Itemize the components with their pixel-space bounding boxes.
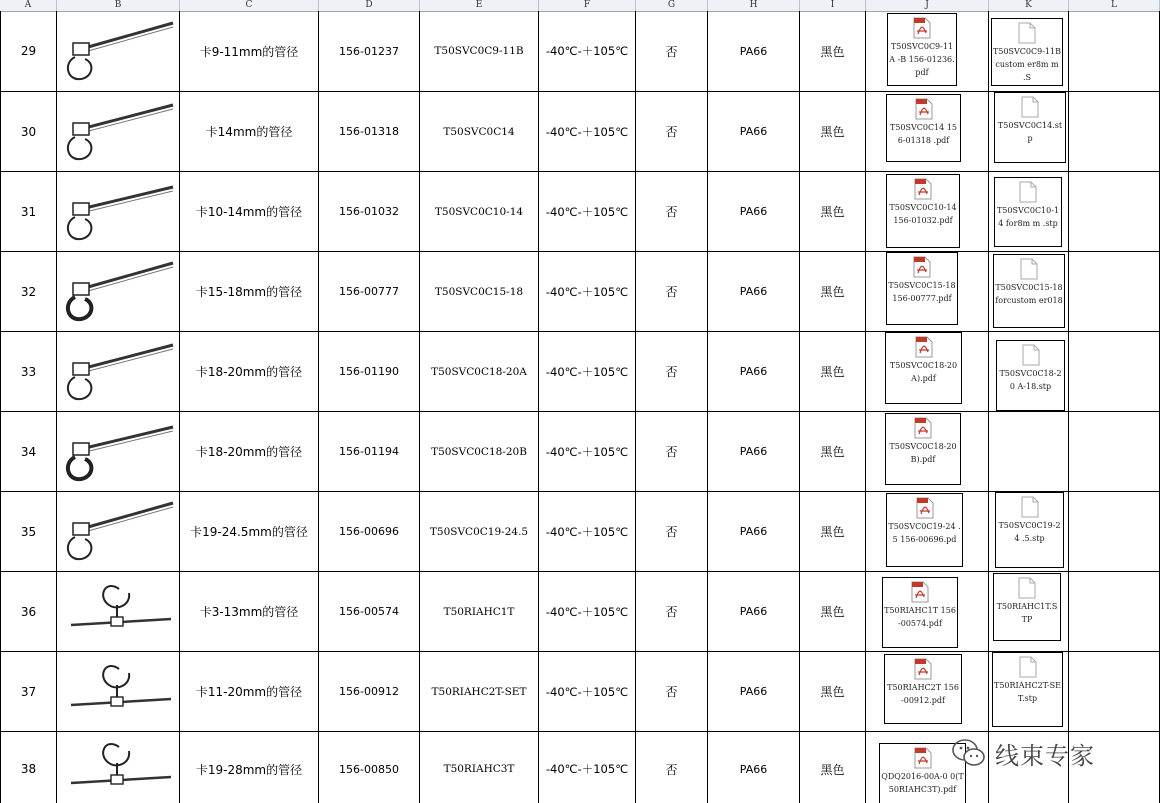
stp-file-icon	[1019, 656, 1037, 678]
pdf-file-icon	[914, 747, 932, 769]
stp-attachment[interactable]	[995, 492, 1064, 568]
empty-cell[interactable]	[1069, 412, 1160, 491]
stp-file-icon	[1018, 22, 1036, 44]
table-row[interactable]	[0, 11, 1160, 92]
stp-file-name: T50RIAHC1T.STP	[996, 602, 1058, 624]
row-number-cell[interactable]: 31	[0, 172, 57, 251]
description-cell[interactable]: 卡18-20mm的管径	[180, 332, 319, 411]
stp-file-name: T50SVC0C14.stp	[997, 121, 1063, 143]
table-row[interactable]	[0, 492, 1160, 572]
color-cell[interactable]: 黑色	[800, 412, 866, 491]
empty-cell[interactable]	[1069, 172, 1160, 251]
empty-cell[interactable]	[1069, 252, 1160, 331]
pdf-file-name: T50RIAHC1T 156-00574.pdf	[884, 606, 956, 628]
material-cell[interactable]: PA66	[708, 332, 800, 411]
part-code-cell[interactable]: 156-00574	[319, 572, 420, 651]
row-number-cell[interactable]: 37	[0, 652, 57, 731]
stp-file-icon	[1021, 96, 1039, 118]
pdf-file-name: T50SVC0C18-20 B).pdf	[889, 442, 957, 464]
pdf-file-icon	[914, 417, 932, 439]
pdf-file-icon	[915, 98, 933, 120]
description-cell[interactable]: 卡9-11mm的管径	[180, 11, 319, 91]
description-cell[interactable]: 卡11-20mm的管径	[180, 652, 319, 731]
empty-cell[interactable]	[1069, 92, 1160, 171]
pdf-file-icon	[913, 256, 931, 278]
empty-cell[interactable]	[1069, 332, 1160, 411]
temperature-cell[interactable]: -40℃-＋105℃	[539, 92, 636, 171]
stp-file-cell[interactable]	[989, 412, 1069, 491]
pdf-file-icon	[914, 658, 932, 680]
description-cell[interactable]: 卡3-13mm的管径	[180, 572, 319, 651]
stp-file-name: T50SVC0C18-20 A-18.stp	[999, 369, 1062, 391]
row-number-cell[interactable]: 30	[0, 92, 57, 171]
stp-attachment[interactable]	[993, 254, 1065, 328]
product-image-cell[interactable]	[57, 652, 180, 731]
empty-cell[interactable]	[1069, 11, 1160, 91]
color-cell[interactable]: 黑色	[800, 572, 866, 651]
column-header-f[interactable]: F	[539, 0, 636, 11]
material-cell[interactable]: PA66	[708, 11, 800, 91]
pdf-attachment[interactable]	[886, 493, 963, 567]
watermark-text: 线束专家	[995, 741, 1095, 770]
material-cell[interactable]: PA66	[708, 652, 800, 731]
product-image	[59, 15, 177, 88]
material-cell[interactable]: PA66	[708, 252, 800, 331]
stp-file-name: T50SVC0C19-24 .5.stp	[998, 521, 1061, 543]
color-cell[interactable]: 黑色	[800, 11, 866, 91]
flag-cell[interactable]: 否	[636, 172, 708, 251]
material-cell[interactable]: PA66	[708, 492, 800, 571]
stp-file-name: T50SVC0C10-14 for8m m .stp	[996, 206, 1060, 228]
product-image-cell[interactable]	[57, 412, 180, 491]
color-cell[interactable]: 黑色	[800, 92, 866, 171]
column-header-l[interactable]: L	[1069, 0, 1160, 11]
pdf-file-name: T50SVC0C10-14 156-01032.pdf	[889, 203, 957, 225]
product-image-cell[interactable]	[57, 11, 180, 91]
column-header-g[interactable]: G	[636, 0, 708, 11]
stp-file-name: T50SVC0C15-18 forcustom er018	[995, 283, 1063, 305]
table-row[interactable]	[0, 412, 1160, 492]
pdf-file-name: T50SVC0C14 156-01318 .pdf	[889, 123, 957, 145]
stp-attachment[interactable]	[994, 92, 1066, 163]
color-cell[interactable]: 黑色	[800, 492, 866, 571]
product-image	[59, 655, 177, 728]
stp-attachment[interactable]	[996, 340, 1065, 411]
part-code-cell[interactable]: 156-01190	[319, 332, 420, 411]
part-number-cell[interactable]: T50RIAHC3T	[420, 732, 539, 803]
temperature-cell[interactable]: -40℃-＋105℃	[539, 412, 636, 491]
color-cell[interactable]: 黑色	[800, 172, 866, 251]
pdf-file-name: T50SVC0C19-24 .5 156-00696.pd	[888, 522, 961, 544]
description-cell[interactable]: 卡19-24.5mm的管径	[180, 492, 319, 571]
part-number-cell[interactable]: T50SVC0C18-20B	[420, 412, 539, 491]
column-header-i[interactable]: I	[800, 0, 866, 11]
color-cell[interactable]: 黑色	[800, 732, 866, 803]
product-image-cell[interactable]	[57, 252, 180, 331]
stp-attachment[interactable]	[994, 177, 1062, 247]
column-header-h[interactable]: H	[708, 0, 800, 11]
pdf-attachment[interactable]	[885, 413, 961, 485]
pdf-file-icon	[913, 17, 931, 39]
product-image	[59, 95, 177, 168]
column-header-j[interactable]: J	[866, 0, 989, 11]
flag-cell[interactable]: 否	[636, 332, 708, 411]
product-image	[59, 175, 177, 248]
flag-cell[interactable]: 否	[636, 252, 708, 331]
part-number-cell[interactable]: T50SVC0C15-18	[420, 252, 539, 331]
pdf-file-icon	[916, 497, 934, 519]
product-image	[59, 575, 177, 648]
product-image-cell[interactable]	[57, 732, 180, 803]
product-image-cell[interactable]	[57, 92, 180, 171]
stp-attachment[interactable]	[991, 18, 1063, 86]
empty-cell[interactable]	[1069, 652, 1160, 731]
part-code-cell[interactable]: 156-00850	[319, 732, 420, 803]
product-image-cell[interactable]	[57, 492, 180, 571]
material-cell[interactable]: PA66	[708, 732, 800, 803]
flag-cell[interactable]: 否	[636, 652, 708, 731]
product-image	[59, 335, 177, 408]
table-row[interactable]	[0, 572, 1160, 652]
material-cell[interactable]: PA66	[708, 172, 800, 251]
pdf-attachment[interactable]	[886, 252, 958, 325]
product-image	[59, 733, 177, 803]
description-cell[interactable]: 卡14mm的管径	[180, 92, 319, 171]
flag-cell[interactable]: 否	[636, 492, 708, 571]
column-header-k[interactable]: K	[989, 0, 1069, 11]
pdf-attachment[interactable]	[884, 654, 962, 724]
column-header-d[interactable]: D	[319, 0, 420, 11]
part-number-cell[interactable]: T50SVC0C10-14	[420, 172, 539, 251]
material-cell[interactable]: PA66	[708, 572, 800, 651]
row-number-cell[interactable]: 38	[0, 732, 57, 803]
column-header-c[interactable]: C	[180, 0, 319, 11]
material-cell[interactable]: PA66	[708, 412, 800, 491]
column-header-a[interactable]: A	[0, 0, 57, 11]
stp-file-icon	[1021, 496, 1039, 518]
stp-file-name: T50RIAHC2T-SE T.stp	[994, 681, 1061, 703]
pdf-attachment[interactable]	[882, 577, 958, 648]
pdf-file-name: T50SVC0C15-18 156-00777.pdf	[888, 281, 956, 303]
description-cell[interactable]: 卡18-20mm的管径	[180, 412, 319, 491]
temperature-cell[interactable]: -40℃-＋105℃	[539, 11, 636, 91]
pdf-attachment[interactable]	[886, 94, 961, 162]
pdf-attachment[interactable]	[887, 13, 957, 86]
row-number-cell[interactable]: 36	[0, 572, 57, 651]
pdf-attachment[interactable]	[886, 174, 960, 248]
product-image	[59, 255, 177, 328]
empty-cell[interactable]	[1069, 492, 1160, 571]
product-image-cell[interactable]	[57, 572, 180, 651]
color-cell[interactable]: 黑色	[800, 252, 866, 331]
part-number-cell[interactable]: T50SVC0C14	[420, 92, 539, 171]
product-image	[59, 495, 177, 568]
product-image-cell[interactable]	[57, 172, 180, 251]
flag-cell[interactable]: 否	[636, 11, 708, 91]
product-image	[59, 415, 177, 488]
pdf-attachment[interactable]	[885, 332, 962, 404]
part-number-cell[interactable]: T50RIAHC2T-SET	[420, 652, 539, 731]
material-cell[interactable]: PA66	[708, 92, 800, 171]
part-code-cell[interactable]: 156-01237	[319, 11, 420, 91]
flag-cell[interactable]: 否	[636, 572, 708, 651]
stp-attachment[interactable]	[992, 652, 1063, 727]
description-cell[interactable]: 卡10-14mm的管径	[180, 172, 319, 251]
stp-file-icon	[1019, 181, 1037, 203]
pdf-file-name: T50RIAHC2T 156-00912.pdf	[887, 683, 959, 705]
part-number-cell[interactable]: T50RIAHC1T	[420, 572, 539, 651]
pdf-file-icon	[914, 178, 932, 200]
empty-cell[interactable]	[1069, 572, 1160, 651]
column-header-b[interactable]: B	[57, 0, 180, 11]
column-header-e[interactable]: E	[420, 0, 539, 11]
part-code-cell[interactable]: 156-01032	[319, 172, 420, 251]
flag-cell[interactable]: 否	[636, 412, 708, 491]
description-cell[interactable]: 卡15-18mm的管径	[180, 252, 319, 331]
flag-cell[interactable]: 否	[636, 732, 708, 803]
table-row[interactable]	[0, 652, 1160, 732]
part-code-cell[interactable]: 156-00912	[319, 652, 420, 731]
color-cell[interactable]: 黑色	[800, 652, 866, 731]
row-number-cell[interactable]: 33	[0, 332, 57, 411]
pdf-file-name: QDQ2016-00A-0 0(T50RIAHC3T).pdf	[881, 772, 964, 794]
flag-cell[interactable]: 否	[636, 92, 708, 171]
row-number-cell[interactable]: 34	[0, 412, 57, 491]
temperature-cell[interactable]: -40℃-＋105℃	[539, 252, 636, 331]
wechat-icon	[951, 738, 987, 768]
row-number-cell[interactable]: 32	[0, 252, 57, 331]
temperature-cell[interactable]: -40℃-＋105℃	[539, 172, 636, 251]
stp-file-icon	[1018, 577, 1036, 599]
pdf-file-icon	[911, 581, 929, 603]
temperature-cell[interactable]: -40℃-＋105℃	[539, 572, 636, 651]
stp-file-icon	[1020, 258, 1038, 280]
table-row[interactable]	[0, 172, 1160, 252]
table-row[interactable]	[0, 92, 1160, 172]
stp-file-icon	[1022, 344, 1040, 366]
temperature-cell[interactable]: -40℃-＋105℃	[539, 492, 636, 571]
temperature-cell[interactable]: -40℃-＋105℃	[539, 332, 636, 411]
table-row[interactable]	[0, 252, 1160, 332]
row-number-cell[interactable]: 29	[0, 11, 57, 91]
part-code-cell[interactable]: 156-00777	[319, 252, 420, 331]
part-number-cell[interactable]: T50SVC0C9-11B	[420, 11, 539, 91]
row-number-cell[interactable]: 35	[0, 492, 57, 571]
watermark	[951, 733, 1131, 773]
pdf-file-icon	[915, 336, 933, 358]
part-number-cell[interactable]: T50SVC0C19-24.5	[420, 492, 539, 571]
temperature-cell[interactable]: -40℃-＋105℃	[539, 732, 636, 803]
product-image-cell[interactable]	[57, 332, 180, 411]
stp-file-name: T50SVC0C9-11B custom er8m m .S	[993, 47, 1061, 82]
stp-attachment[interactable]	[993, 573, 1061, 641]
part-number-cell[interactable]: T50SVC0C18-20A	[420, 332, 539, 411]
part-code-cell[interactable]: 156-01194	[319, 412, 420, 491]
table-row[interactable]	[0, 332, 1160, 412]
part-code-cell[interactable]: 156-00696	[319, 492, 420, 571]
pdf-file-name: T50SVC0C18-20 A).pdf	[889, 361, 958, 383]
pdf-file-name: T50SVC0C9-11A -B 156-01236.pdf	[889, 42, 955, 77]
temperature-cell[interactable]: -40℃-＋105℃	[539, 652, 636, 731]
part-code-cell[interactable]: 156-01318	[319, 92, 420, 171]
color-cell[interactable]: 黑色	[800, 332, 866, 411]
description-cell[interactable]: 卡19-28mm的管径	[180, 732, 319, 803]
